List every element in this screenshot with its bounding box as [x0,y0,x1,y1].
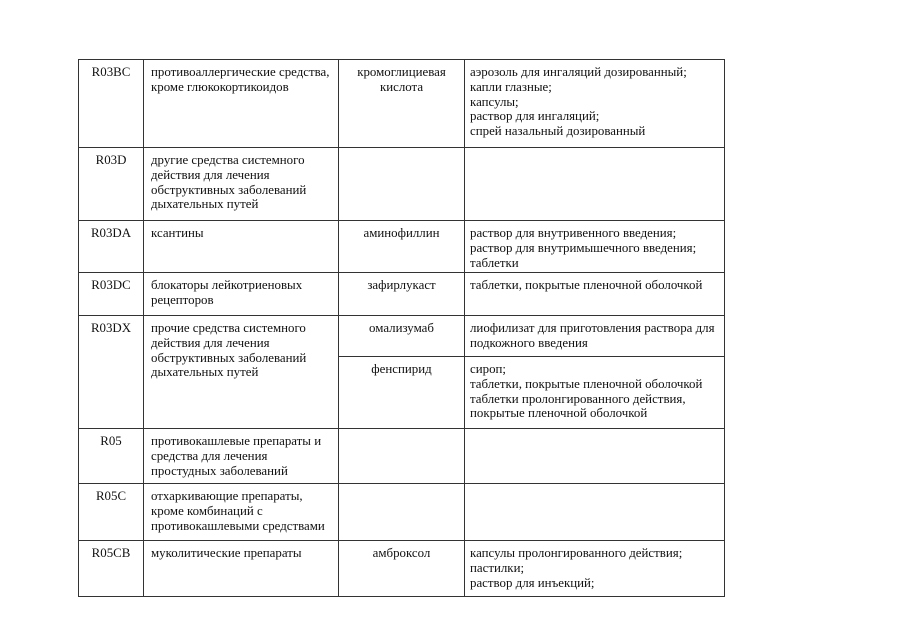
atc-code-cell [79,316,144,429]
dosage-forms-cell [465,148,725,221]
dosage-forms-cell [465,221,725,273]
dosage-form-item: таблетки [470,255,519,270]
dosage-forms-cell [465,541,725,597]
atc-code: R03DC [91,278,131,292]
dosage-forms-cell [465,357,725,429]
dosage-form-item: сироп; [470,362,506,376]
group-description: противокашлевые препараты и средства для лечения простудных заболеваний [151,434,322,478]
group-description-cell [144,273,339,316]
table-row [79,60,725,148]
dosage-form-item: раствор для внутривенного введения; [470,226,677,240]
table-row [79,316,725,357]
drug-name-cell [339,316,465,357]
dosage-form-item: таблетки, покрытые пленочной оболочкой [470,376,703,391]
dosage-forms-cell [465,60,725,148]
dosage-form-item: капли глазные; [470,79,552,94]
dosage-form-item: капсулы; [470,94,519,109]
dosage-form-item: раствор для ингаляций; [470,109,600,124]
table-row [79,541,725,597]
table-row [79,221,725,273]
atc-code: R05 [100,434,122,448]
drug-name-cell [339,541,465,597]
atc-code: R03BC [91,65,131,79]
drug-name: омализумаб [369,321,434,335]
dosage-form-item: лиофилизат для приготовления раствора для подкожного введения [470,321,715,350]
dosage-forms-cell [465,484,725,541]
drug-name: фенспирид [371,362,432,376]
atc-code-cell [79,60,144,148]
atc-code: R03DA [90,226,132,240]
atc-code: R03DX [90,321,132,335]
drug-classification-table [78,59,725,597]
group-description-cell [144,429,339,484]
drug-name-cell [339,429,465,484]
drug-name-cell [339,60,465,148]
group-description-cell [144,221,339,273]
dosage-form-item: капсулы пролонгированного действия; [470,546,683,560]
table-row [79,273,725,316]
atc-code-cell [79,273,144,316]
dosage-form-item: таблетки, покрытые пленочной оболочкой [470,278,703,292]
drug-name: амброксол [372,546,431,560]
group-description-cell [144,484,339,541]
atc-code-cell [79,541,144,597]
group-description: противоаллергические средства, кроме глюкокортикоидов [151,65,330,94]
dosage-form-item: аэрозоль для ингаляций дозированный; [470,65,687,79]
drug-name-cell [339,357,465,429]
group-description: прочие средства системного действия для лечения обструктивных заболеваний дыхательных путей [151,321,307,380]
dosage-form-item: раствор для инъекций; [470,575,595,590]
atc-code-cell [79,484,144,541]
atc-code: R03D [95,153,127,167]
atc-code: R05CB [91,546,131,560]
table-row [79,429,725,484]
dosage-form-item: таблетки пролонгированного действия, покрытые пленочной оболочкой [470,391,686,421]
group-description-cell [144,60,339,148]
atc-code-cell [79,429,144,484]
drug-name: кромоглициевая кислота [357,65,446,94]
group-description: блокаторы лейкотриеновых рецепторов [151,278,303,307]
dosage-form-item: пастилки; [470,560,525,575]
table-row [79,484,725,541]
group-description-cell [144,316,339,429]
group-description: ксантины [151,226,204,240]
group-description: отхаркивающие препараты, кроме комбинаций с противокашлевыми средствами [151,489,325,533]
atc-code-cell [79,221,144,273]
drug-name-cell [339,273,465,316]
dosage-forms-cell [465,273,725,316]
atc-code: R05C [95,489,127,503]
group-description-cell [144,148,339,221]
dosage-forms-cell [465,316,725,357]
dosage-form-item: раствор для внутримышечного введения; [470,240,697,255]
atc-code-cell [79,148,144,221]
drug-name-cell [339,484,465,541]
dosage-forms-cell [465,429,725,484]
group-description: другие средства системного действия для лечения обструктивных заболеваний дыхательных путей [151,153,307,212]
dosage-form-item: спрей назальный дозированный [470,124,646,139]
group-description: муколитические препараты [151,546,302,560]
drug-name: аминофиллин [363,226,440,240]
drug-name-cell [339,221,465,273]
drug-name: зафирлукаст [367,278,436,292]
group-description-cell [144,541,339,597]
table-row [79,148,725,221]
drug-name-cell [339,148,465,221]
